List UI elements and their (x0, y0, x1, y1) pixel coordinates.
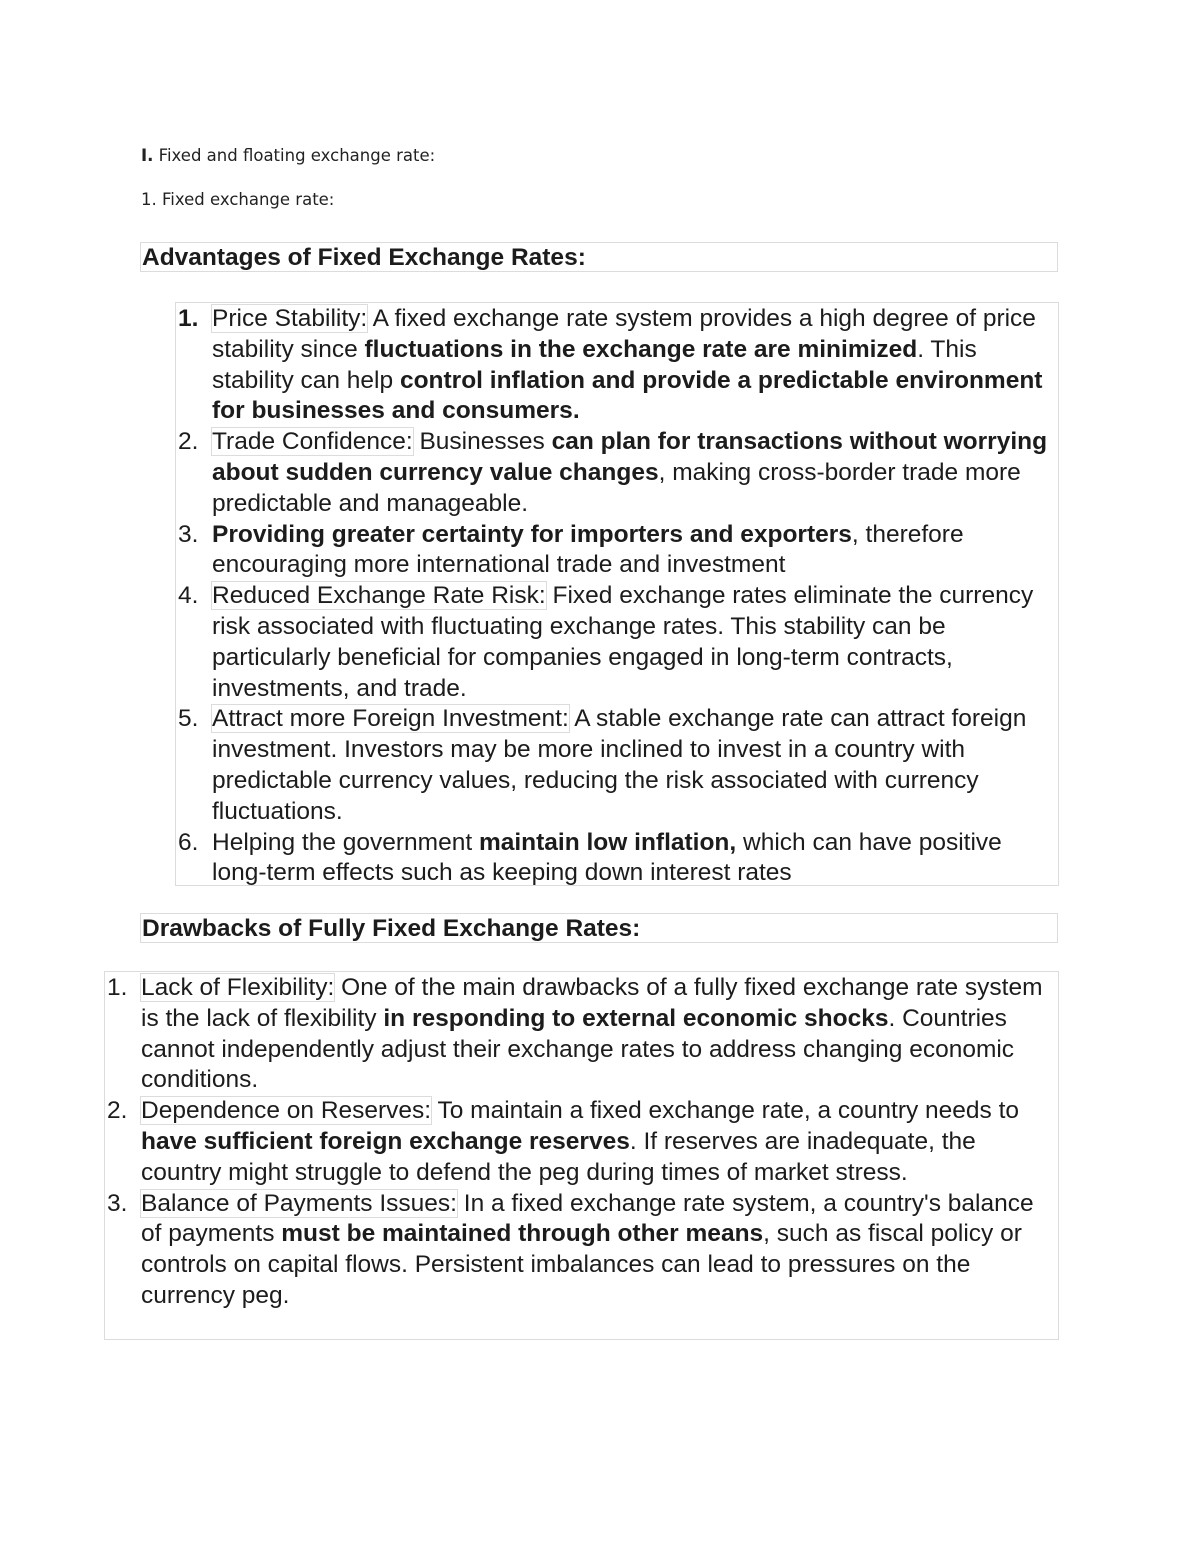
list-item (105, 1189, 1058, 1312)
item-text-part: , such as fiscal policy or controls on capital flows. Persistent imbalances can lead to pressures on the currency peg. (141, 1220, 1022, 1309)
item-lead: Dependence on Reserves: (141, 1097, 432, 1125)
list-item (176, 828, 1058, 890)
item-text (212, 581, 1058, 704)
item-emphasis: control inflation and provide a predictable environment for businesses and consumers. (212, 366, 1043, 425)
item-number: 3. (178, 520, 199, 548)
item-text-part: Helping the government (212, 828, 479, 856)
list-item (176, 704, 1058, 827)
item-number: 2. (107, 1097, 128, 1125)
item-text-part: . This stability can help (212, 335, 977, 394)
item-text (141, 1096, 1058, 1188)
item-text (141, 973, 1058, 1096)
list-item (105, 1096, 1058, 1188)
drawbacks-list (104, 971, 1059, 1340)
item-text-part: A fixed exchange rate system provides a high degree of price stability since (212, 305, 1036, 363)
item-text-part: . If reserves are inadequate, the country might struggle to defend the peg during times of market stress. (141, 1127, 976, 1186)
advantages-title: Advantages of Fixed Exchange Rates: (140, 242, 1058, 272)
section-heading-sub: 1. Fixed exchange rate: (141, 190, 335, 209)
item-lead: Trade Confidence: (212, 428, 413, 456)
item-number: 1. (107, 974, 128, 1001)
list-item (105, 973, 1058, 1096)
item-text (212, 304, 1058, 427)
item-lead: Lack of Flexibility: (141, 974, 335, 1001)
item-text-part: One of the main drawbacks of a fully fixed exchange rate system is the lack of flexibility (141, 974, 1043, 1032)
item-text (212, 704, 1058, 827)
item-text-part: which can have positive long-term effects such as keeping down interest rates (212, 828, 1002, 887)
item-number: 4. (178, 582, 199, 610)
item-text (212, 520, 1058, 582)
item-text-part: , therefore encouraging more international trade and investment (212, 520, 964, 579)
item-text-part: A stable exchange rate can attract foreign investment. Investors may be more inclined to invest in a country with predictable currency values, reducing the risk associated with currency fluctuations. (212, 705, 1027, 825)
item-text-part: To maintain a fixed exchange rate, a country needs to (431, 1097, 1020, 1125)
item-lead: Reduced Exchange Rate Risk: (212, 582, 546, 610)
item-number: 6. (178, 828, 199, 856)
list-item (176, 427, 1058, 519)
item-emphasis: can plan for transactions without worrying about sudden currency value changes (212, 428, 1048, 486)
item-emphasis: Providing greater certainty for importers and exporters (212, 520, 852, 548)
item-emphasis: maintain low inflation, (478, 828, 737, 856)
advantages-list (175, 302, 1059, 886)
item-text (141, 1189, 1058, 1312)
item-lead: Balance of Payments Issues: (141, 1189, 457, 1217)
item-lead: Price Stability: (212, 305, 368, 332)
item-text-part: In a fixed exchange rate system, a country's balance of payments (141, 1189, 1034, 1248)
item-lead: Attract more Foreign Investment: (212, 705, 569, 733)
item-text-part: . Countries cannot independently adjust their exchange rates to address changing economic conditions. (141, 1004, 1015, 1094)
item-number: 2. (178, 428, 199, 456)
item-text (212, 828, 1058, 890)
list-item (176, 520, 1058, 582)
item-emphasis: in responding to external economic shocks (383, 1004, 889, 1032)
item-emphasis: have sufficient foreign exchange reserves (141, 1127, 630, 1155)
section-heading-main (141, 146, 435, 165)
item-number: 5. (178, 705, 199, 733)
list-item (176, 304, 1058, 427)
item-emphasis: must be maintained through other means (281, 1220, 764, 1248)
item-number: 1. (178, 305, 199, 332)
item-text-part: Fixed exchange rates eliminate the currency risk associated with fluctuating exchange rates. This stability can be particularly beneficial for companies engaged in long-term contracts, investments, and trade. (212, 582, 1034, 702)
heading-main-text: Fixed and floating exchange rate: (153, 146, 436, 165)
heading-roman-numeral: I. (141, 146, 154, 165)
drawbacks-title: Drawbacks of Fully Fixed Exchange Rates: (140, 913, 1058, 943)
item-emphasis: fluctuations in the exchange rate are minimized (364, 335, 918, 363)
item-number: 3. (107, 1189, 128, 1217)
item-text (212, 427, 1058, 519)
item-text-part: Businesses (412, 428, 552, 456)
list-item (176, 581, 1058, 704)
item-text-part: , making cross-border trade more predictable and manageable. (212, 458, 1021, 517)
